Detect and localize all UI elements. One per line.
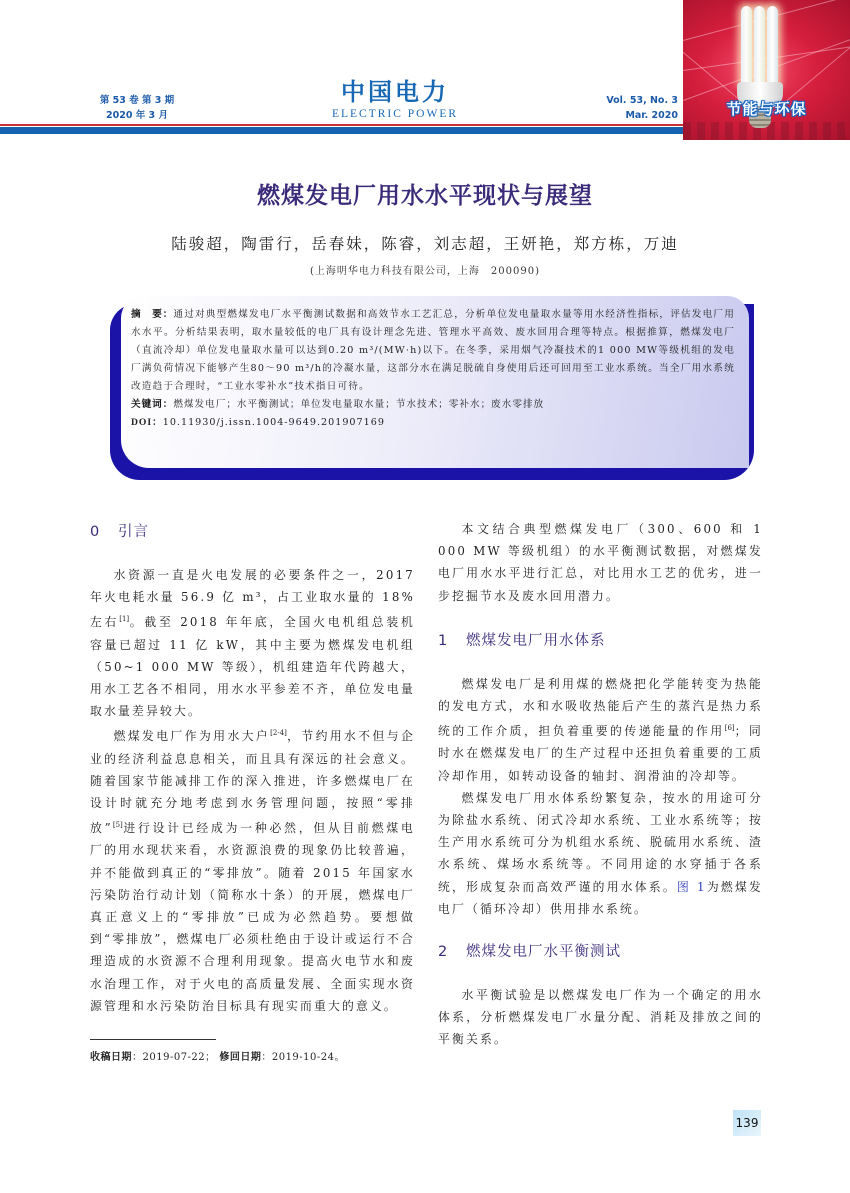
text-run: ，节约用水不但与企业的经济利益息息相关，而且具有深远的社会意义。随着国家节能减排工作的深入推进，许多燃煤电厂在设计时就充分地考虑到水务管理问题，按照“零排放” bbox=[90, 729, 415, 836]
section-number: 2 bbox=[438, 944, 449, 961]
revised-date: ：2019-10-24。 bbox=[261, 1052, 345, 1064]
text-run: 燃煤发电厂作为用水大户 bbox=[113, 729, 271, 744]
footnote-dates bbox=[90, 1048, 415, 1063]
doi bbox=[131, 414, 735, 432]
citation[interactable]: [1] bbox=[119, 615, 130, 624]
section-heading-1 bbox=[438, 629, 763, 653]
citation[interactable]: [5] bbox=[112, 821, 123, 830]
abstract-box bbox=[121, 296, 749, 468]
text-run: ；同时水在燃煤发电厂的生产过程中还担负着重要的工质冷却作用，如转动设备的轴封、润滑油的冷却等。 bbox=[438, 724, 763, 783]
section-title: 燃煤发电厂水平衡测试 bbox=[466, 944, 621, 961]
journal-masthead bbox=[310, 78, 480, 120]
keywords bbox=[131, 396, 735, 414]
section-heading-0 bbox=[90, 520, 415, 544]
volume-cn: 第 53 卷 第 3 期 bbox=[99, 95, 175, 106]
received-label: 收稿日期 bbox=[90, 1052, 132, 1064]
section-heading-2 bbox=[438, 940, 763, 964]
text-run: 。截至 2018 年年底，全国火电机组总装机容量已超过 11 亿 kW，其中主要为燃煤发电机组（50~1 000 MW 等级），机组建造年代跨越大，用水工艺各不相同，用水水平参差不齐，单位发电量取水量差异较大。 bbox=[90, 615, 415, 719]
figure-reference-link[interactable]: 图 1 bbox=[676, 879, 707, 894]
bulb-tube bbox=[741, 6, 752, 84]
author-affiliation: (上海明华电力科技有限公司，上海 200090) bbox=[310, 266, 540, 277]
journal-name-cn: 中国电力 bbox=[341, 78, 449, 106]
paragraph bbox=[90, 564, 415, 722]
section-number: 0 bbox=[90, 524, 101, 540]
revised-label: 修回日期 bbox=[219, 1052, 262, 1064]
paragraph bbox=[438, 787, 763, 920]
keywords-list: 燃煤发电厂；水平衡测试；单位发电量取水量；节水技术；零补水；废水零排放 bbox=[173, 399, 545, 410]
footnote-rule bbox=[90, 1039, 216, 1040]
text-run: 进行设计已经成为一种必然，但从目前燃煤电厂的用水现状来看，水资源浪费的现象仍比较普遍，并不能做到真正的“零排放”。随着 2015 年国家水污染防治行动计划（简称水十条）的开展，燃煤电厂真正意义上的“零排放”已成为必然趋势。要想做到“零排放”，燃煤电厂必须杜绝由于设计或运行不合理造成的水资源不合理利用现象。提高火电节水和废水治理工作，对于火电的高质量发展、全面实现水资源管理和水污染防治目标具有现实而重大的意义。 bbox=[90, 821, 415, 1013]
text-run: 燃煤发电厂是利用煤的燃烧把化学能转变为热能的发电方式，水和水吸收热能后产生的蒸汽是热力系统的工作介质，担负着重要的传递能量的作用 bbox=[438, 676, 763, 739]
citation[interactable]: [2-4] bbox=[270, 729, 287, 738]
abstract-body: 通过对典型燃煤发电厂水平衡测试数据和高效节水工艺汇总，分析单位发电量取水量等用水经济性指标，评估发电厂用水水平。分析结果表明，取水量较低的电厂具有设计理念先进、管理水平高效、废水回用合理等特点。根据推算，燃煤发电厂（直流冷却）单位发电量取水量可以达到0.20 m³/(MW·h)以下。在冬季，采用烟气冷凝技术的1 000 MW等级机组的发电厂满负荷情况下能够产生80～90 m³/h的冷凝水量，这部分水在满足脱硫自身使用后还可回用至工业水系统。当全厂用水系统改造趋于合理时，“工业水零补水”技术指日可待。 bbox=[131, 309, 735, 392]
paragraph: 本文结合典型燃煤发电厂（300、600 和 1 000 MW 等级机组）的水平衡测试数据，对燃煤发电厂用水水平进行汇总，对比用水工艺的优劣，进一步挖掘节水及废水回用潜力。 bbox=[438, 522, 763, 603]
received-date: ：2019-07-22； bbox=[132, 1052, 216, 1064]
journal-name-en: ELECTRIC POWER bbox=[331, 108, 459, 120]
paragraph bbox=[90, 722, 415, 1017]
bulb-tube bbox=[754, 6, 765, 84]
doi-value[interactable]: 10.11930/j.issn.1004-9649.201907169 bbox=[162, 417, 385, 428]
section-badge: 节能与环保 bbox=[726, 100, 807, 118]
header-rule-blue bbox=[0, 127, 683, 134]
article-authors: 陆骏超，陶雷行，岳春妹，陈睿，刘志超，王妍艳，郑方栋，万迪 bbox=[171, 235, 679, 253]
text-run: 水资源一直是火电发展的必要条件之一，2017 年火电耗水量 56.9 亿 m³，占工业取水量的 18% 左右 bbox=[90, 568, 415, 630]
page-number: 139 bbox=[733, 1110, 761, 1136]
text-run: 为燃煤发电厂（循环冷却）供用排水系统。 bbox=[438, 879, 763, 916]
issue-info-en bbox=[600, 93, 678, 123]
section-number: 1 bbox=[438, 632, 449, 649]
issue-info-cn bbox=[92, 93, 182, 123]
date-en: Mar. 2020 bbox=[625, 110, 678, 121]
paragraph bbox=[438, 673, 763, 787]
paragraph: 水平衡试验是以燃煤发电厂作为一个确定的用水体系，分析燃煤发电厂水量分配、消耗及排放之间的平衡关系。 bbox=[438, 988, 763, 1047]
keywords-label: 关键词： bbox=[131, 399, 174, 410]
doi-label: DOI： bbox=[131, 417, 163, 428]
left-column bbox=[90, 520, 415, 1063]
abstract-text bbox=[131, 306, 735, 396]
date-cn: 2020 年 3 月 bbox=[106, 110, 168, 121]
volume-en: Vol. 53, No. 3 bbox=[606, 95, 678, 106]
right-column bbox=[438, 520, 763, 1051]
section-title: 引言 bbox=[118, 524, 149, 540]
citation[interactable]: [6] bbox=[724, 724, 735, 733]
article-title: 燃煤发电厂用水水平现状与展望 bbox=[257, 183, 593, 209]
section-title: 燃煤发电厂用水体系 bbox=[466, 632, 606, 649]
bulb-tube bbox=[767, 6, 778, 84]
section-banner-image bbox=[683, 0, 850, 140]
abstract-label: 摘 要： bbox=[131, 309, 174, 320]
light-bulb-icon bbox=[741, 6, 779, 84]
text-run: 燃煤发电厂用水体系纷繁复杂，按水的用途可分为除盐水系统、闭式冷却水系统、工业水系统等；按生产用水系统可分为机组水系统、脱硫用水系统、渣水系统、煤场水系统等。不同用途的水穿插于各系统，形成复杂而高效严谨的用水体系。 bbox=[438, 790, 763, 894]
